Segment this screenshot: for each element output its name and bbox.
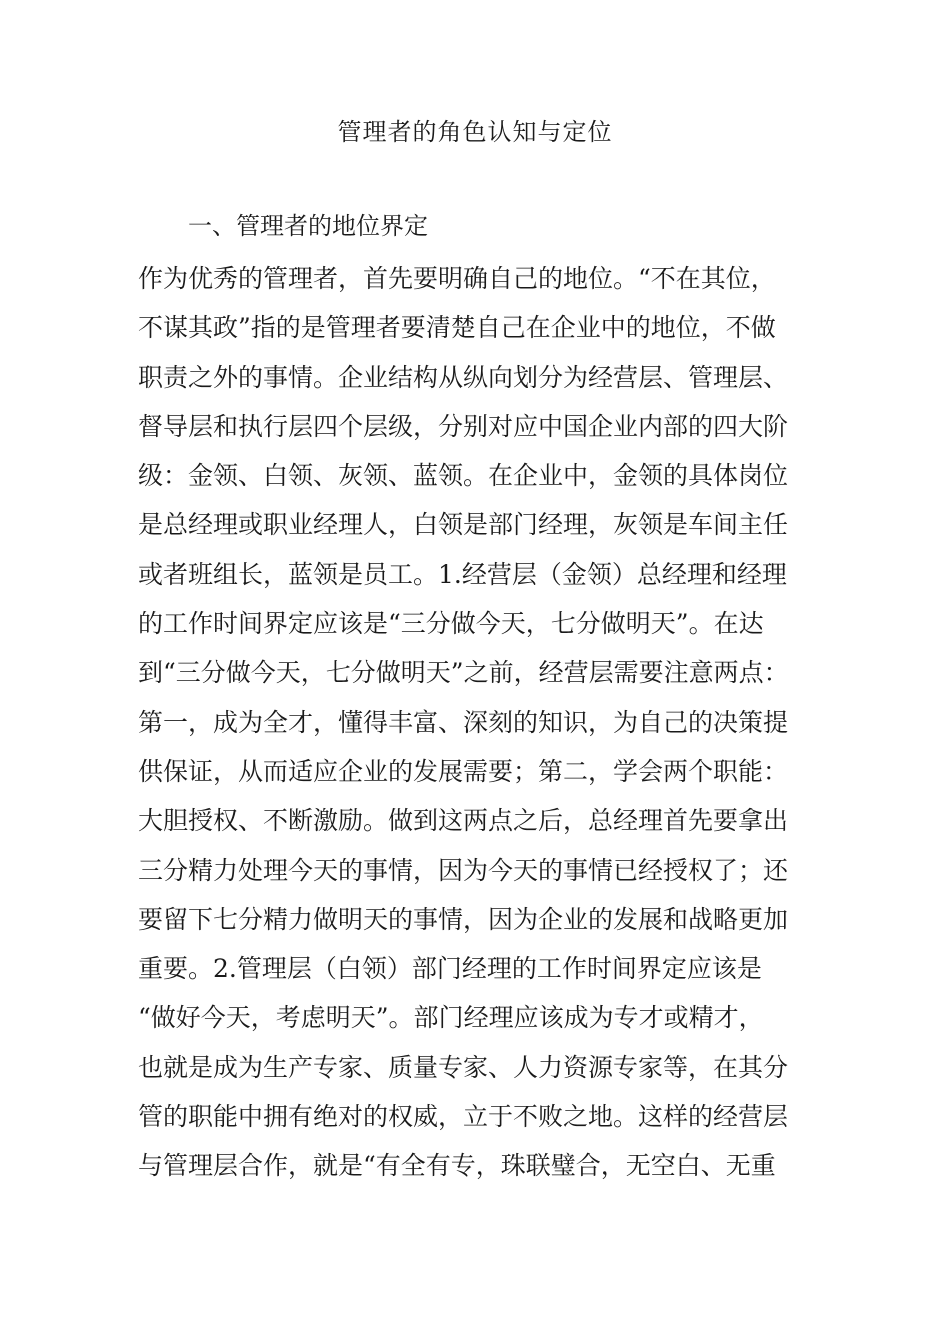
body-line: 也就是成为生产专家、质量专家、人力资源专家等，在其分: [138, 1052, 789, 1082]
body-line: 职责之外的事情。企业结构从纵向划分为经营层、管理层、: [138, 362, 789, 392]
document-title: 管理者的角色认知与定位: [337, 118, 613, 146]
body-line: 管的职能中拥有绝对的权威，立于不败之地。这样的经营层: [138, 1102, 789, 1132]
section-heading: 一、管理者的地位界定: [188, 212, 428, 240]
body-line: 是总经理或职业经理人，白领是部门经理，灰领是车间主任: [138, 510, 789, 540]
body-line: 作为优秀的管理者，首先要明确自己的地位。“不在其位，: [138, 264, 776, 293]
body-line: 与管理层合作，就是“有全有专，珠联璧合，无空白、无重: [138, 1151, 776, 1181]
body-line: “做好今天，考虑明天”。部门经理应该成为专才或精才，: [138, 1003, 764, 1033]
body-line: 级：金领、白领、灰领、蓝领。在企业中，金领的具体岗位: [138, 461, 789, 491]
body-line: 的工作时间界定应该是“三分做今天，七分做明天”。在达: [138, 609, 764, 639]
body-line: 不谋其政”指的是管理者要清楚自己在企业中的地位，不做: [138, 313, 776, 343]
body-text: [138, 254, 818, 1191]
body-line: 三分精力处理今天的事情，因为今天的事情已经授权了；还: [138, 855, 789, 885]
body-line: 督导层和执行层四个层级，分别对应中国企业内部的四大阶: [138, 411, 789, 441]
body-line: 到“三分做今天，七分做明天”之前，经营层需要注意两点：: [138, 658, 789, 688]
body-line: 大胆授权、不断激励。做到这两点之后，总经理首先要拿出: [138, 806, 789, 836]
body-line: 要留下七分精力做明天的事情，因为企业的发展和战略更加: [138, 904, 789, 934]
body-line: 供保证，从而适应企业的发展需要；第二，学会两个职能：: [138, 756, 789, 786]
body-line: 第一，成为全才，懂得丰富、深刻的知识，为自己的决策提: [138, 707, 789, 737]
body-line: 重要。2.管理层（白领）部门经理的工作时间界定应该是: [138, 954, 762, 984]
body-line: 或者班组长，蓝领是员工。1.经营层（金领）总经理和经理: [138, 559, 787, 589]
